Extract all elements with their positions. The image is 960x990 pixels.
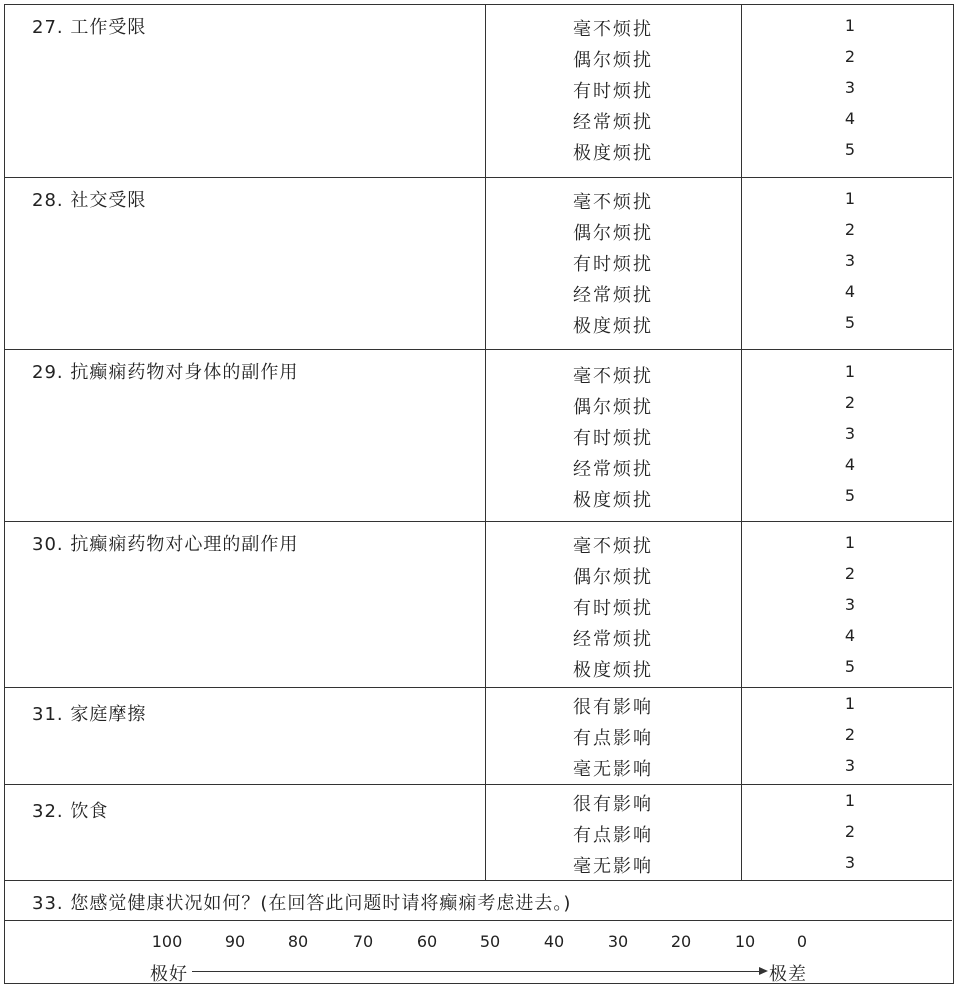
option-score: 2: [844, 393, 856, 412]
scale-tick-label: 0: [796, 932, 808, 951]
scale-left-anchor: 极好: [150, 964, 188, 985]
column-divider: [741, 785, 742, 880]
scale-tick-label: 80: [287, 932, 309, 951]
question-row-30: [5, 522, 952, 688]
column-divider: [741, 522, 742, 687]
option-label: 经常烦扰: [573, 459, 653, 480]
option-label: 有时烦扰: [573, 254, 653, 275]
option-score: 2: [844, 725, 856, 744]
option-label: 毫无影响: [573, 759, 653, 780]
option-score: 3: [844, 756, 856, 775]
option-label: 毫不烦扰: [573, 366, 653, 387]
option-score: 5: [844, 313, 856, 332]
option-label: 极度烦扰: [573, 490, 653, 511]
option-label: 很有影响: [573, 697, 653, 718]
column-divider: [741, 5, 742, 177]
option-score: 2: [844, 47, 856, 66]
scale-tick-label: 20: [670, 932, 692, 951]
question-label: 30. 抗癫痫药物对心理的副作用: [32, 534, 299, 555]
option-label: 毫不烦扰: [573, 536, 653, 557]
option-label: 经常烦扰: [573, 629, 653, 650]
scale-tick-label: 100: [151, 932, 183, 951]
question-label: 33. 您感觉健康状况如何？(在回答此问题时请将癫痫考虑进去。): [32, 893, 572, 914]
question-label: 31. 家庭摩擦: [32, 704, 147, 725]
option-score: 1: [844, 533, 856, 552]
question-label: 27. 工作受限: [32, 17, 147, 38]
column-divider: [741, 350, 742, 521]
question-label: 29. 抗癫痫药物对身体的副作用: [32, 362, 299, 383]
column-divider: [485, 688, 486, 784]
column-divider: [741, 178, 742, 349]
scale-tick-label: 70: [352, 932, 374, 951]
option-score: 4: [844, 282, 856, 301]
option-score: 2: [844, 822, 856, 841]
option-label: 极度烦扰: [573, 316, 653, 337]
option-score: 1: [844, 362, 856, 381]
option-label: 偶尔烦扰: [573, 223, 653, 244]
option-score: 5: [844, 140, 856, 159]
option-score: 3: [844, 424, 856, 443]
option-score: 4: [844, 626, 856, 645]
option-label: 毫不烦扰: [573, 19, 653, 40]
option-score: 1: [844, 16, 856, 35]
option-score: 1: [844, 791, 856, 810]
column-divider: [485, 178, 486, 349]
option-score: 2: [844, 220, 856, 239]
option-label: 经常烦扰: [573, 112, 653, 133]
option-score: 5: [844, 657, 856, 676]
option-score: 3: [844, 251, 856, 270]
questionnaire-table: [4, 4, 954, 984]
option-score: 2: [844, 564, 856, 583]
option-label: 极度烦扰: [573, 660, 653, 681]
option-label: 极度烦扰: [573, 143, 653, 164]
option-label: 偶尔烦扰: [573, 50, 653, 71]
option-label: 偶尔烦扰: [573, 567, 653, 588]
option-score: 3: [844, 78, 856, 97]
option-label: 有点影响: [573, 825, 653, 846]
option-label: 经常烦扰: [573, 285, 653, 306]
option-score: 4: [844, 109, 856, 128]
question-row-29: [5, 350, 952, 522]
option-label: 毫无影响: [573, 856, 653, 877]
column-divider: [741, 688, 742, 784]
health-rating-scale: [5, 921, 952, 983]
scale-tick-label: 50: [479, 932, 501, 951]
option-label: 偶尔烦扰: [573, 397, 653, 418]
column-divider: [485, 5, 486, 177]
column-divider: [485, 785, 486, 880]
scale-tick-label: 10: [734, 932, 756, 951]
option-score: 3: [844, 853, 856, 872]
scale-tick-label: 60: [416, 932, 438, 951]
option-label: 有点影响: [573, 728, 653, 749]
question-row-32: [5, 785, 952, 881]
column-divider: [485, 350, 486, 521]
option-score: 3: [844, 595, 856, 614]
option-label: 有时烦扰: [573, 81, 653, 102]
scale-arrow-line: [192, 971, 760, 972]
question-row-28: [5, 178, 952, 350]
option-label: 很有影响: [573, 794, 653, 815]
question-row-33: [5, 881, 952, 921]
scale-tick-label: 90: [224, 932, 246, 951]
option-label: 毫不烦扰: [573, 192, 653, 213]
arrow-right-icon: [759, 967, 768, 975]
question-row-31: [5, 688, 952, 785]
option-score: 4: [844, 455, 856, 474]
question-label: 28. 社交受限: [32, 190, 147, 211]
option-score: 5: [844, 486, 856, 505]
option-label: 有时烦扰: [573, 428, 653, 449]
option-score: 1: [844, 694, 856, 713]
column-divider: [485, 522, 486, 687]
scale-right-anchor: 极差: [769, 964, 807, 985]
option-label: 有时烦扰: [573, 598, 653, 619]
question-label: 32. 饮食: [32, 801, 109, 822]
question-row-27: [5, 5, 952, 178]
option-score: 1: [844, 189, 856, 208]
scale-tick-label: 30: [607, 932, 629, 951]
scale-tick-label: 40: [543, 932, 565, 951]
